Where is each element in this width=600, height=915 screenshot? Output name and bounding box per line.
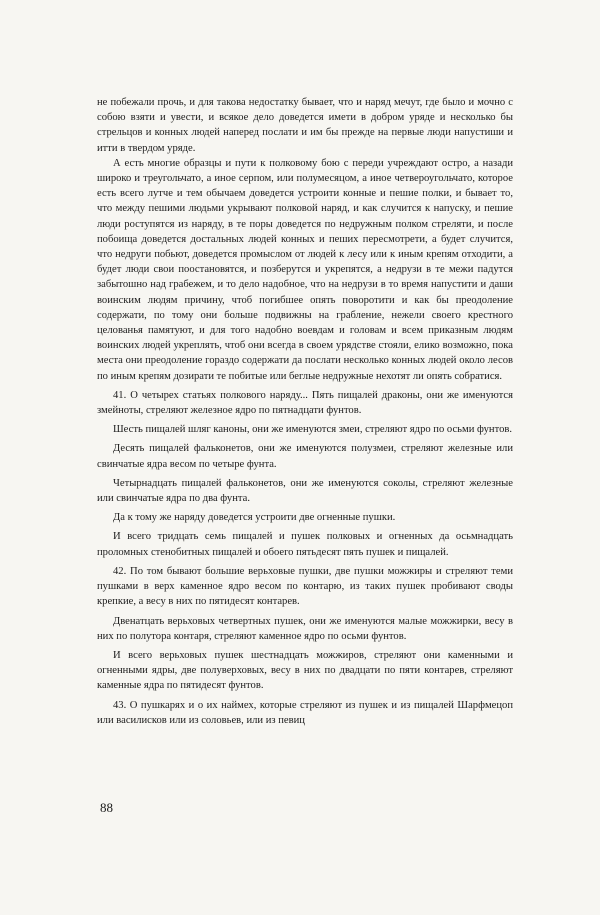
paragraph: не побежали прочь, и для такова недостатку бывает, что и наряд мечут, где было и мочно с собою взяти и увести, и всякое дело доведется имети в добром уряде и несколько бы стрельцов и конных людей наперед послати и им бы прежде на первые люди напустиши и итти в твердом уряде. (97, 97, 513, 154)
paragraph: А есть многие образцы и пути к полковому бою с переди учреждают остро, а назади широко и треугольчато, а иное серпом, или полумесяцом, а иное четвероугольчато, которое есть всего лутче и тем обычаем доведется устроити конные и пешие полки, и бывает то, что между пешими людьми укрывают полковой наряд, и как случится к напуску, и пешие люди роступятся из наряду, в те поры доведется по недружным полком стреляти, и после побоища доведется достальных людей конных и пеших пересмотрети, а будет случится, что недруги побьют, доведется промыслом от людей к лесу или к иным крепям отходити, а будет люди свои поостановятся, и позберутся и укрепятся, а недрузи в те межи падутся забытошно над грабежем, и то дело надобное, что на недрузи в то время напустити и даши воинским людям причину, чтоб погибшее опять поворотити и как бы преодоление содержати, по тому они больше подвижны на грабление, нежели своего крестного целованья памятуют, и для того надобно воевдам и головам и всем приказным людям воинских людей укреплять, чтоб они всегда в своем урядстве стояли, елико возможно, пока места они преодоление гораздо содержати да послати несколько конных людей около лесов по иным крепям дозирати те побитые или беглые недружные нехотят ли опять собратися. (97, 157, 513, 382)
body-text (97, 95, 513, 728)
paragraph: Шесть пищалей шляг каноны, они же именуются змеи, стреляют ядро по осьми фунтов. (113, 424, 513, 436)
paragraph: Десять пищалей фальконетов, они же именуются полузмеи, стреляют железные или свинчатые ядра весом по четыре фунта. (97, 443, 513, 470)
paragraph: И всего тридцать семь пищалей и пушек полковых и огненных да осьмнадцать проломных стенобитных пищалей и обоего пятьдесят пять пушек и пищалей. (97, 531, 513, 558)
paragraph: 42. По том бывают большие верьховые пушки, две пушки можжиры и стреляют теми пушками в верх каменное ядро весом по контарю, из таких пушек пробивают своды крепкие, а весу в них по пятидесят контарев. (97, 565, 513, 608)
paragraph: 41. О четырех статьях полкового наряду... Пять пищалей драконы, они же именуются змейноты, стреляют железное ядро по пятнадцати фунтов. (97, 389, 513, 417)
paragraph: Четырнадцать пищалей фальконетов, они же именуются соколы, стреляют железные или свинчатые ядра по два фунта. (97, 477, 513, 505)
paragraph: Двенатцать верьховых четвертных пушек, они же именуются малые можжирки, весу в них по полутора контаря, стреляют каменное ядро по осьми фунтов. (97, 615, 513, 642)
paragraph: И всего верьховых пушек шестнадцать можжиров, стреляют они каменными и огненными ядры, две полуверховых, весу в них по двадцати по пяти контарев, стреляют каменные ядра по пятидесят фунтов. (97, 649, 513, 692)
paragraph: 43. О пушкарях и о их наймех, которые стреляют из пушек и из пищалей Шарфмецоп или василисков или из соловьев, или из певиц (97, 699, 513, 726)
page-number: 88 (100, 800, 113, 815)
paragraph: Да к тому же наряду доведется устроити две огненные пушки. (113, 512, 396, 524)
